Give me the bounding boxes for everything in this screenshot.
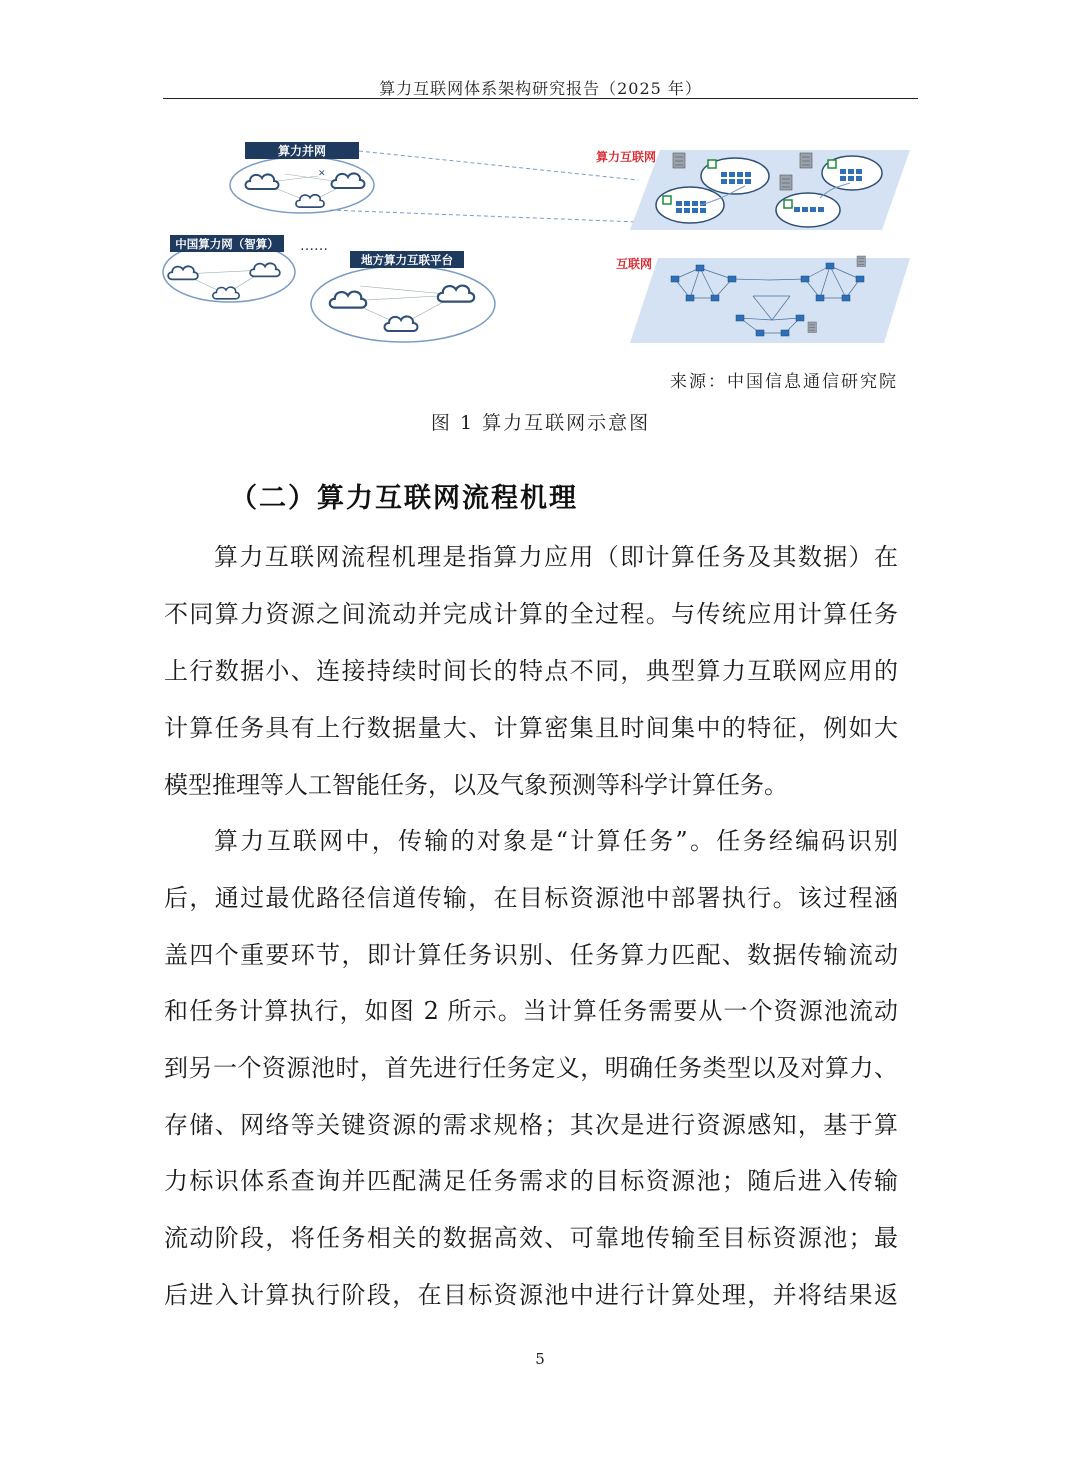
bingwang-cluster bbox=[230, 142, 374, 213]
router-icon bbox=[826, 263, 834, 269]
paragraph-line: 算力互联网流程机理是指算力应用（即计算任务及其数据）在 bbox=[214, 543, 898, 571]
figure-source: 来源：中国信息通信研究院 bbox=[670, 372, 898, 392]
router-icon bbox=[756, 330, 764, 336]
router-icon bbox=[711, 295, 719, 301]
dashed-connector bbox=[330, 210, 638, 222]
paragraph-line: 和任务计算执行，如图 2 所示。当计算任务需要从一个资源池流动 bbox=[164, 997, 898, 1025]
router-icon bbox=[696, 265, 704, 271]
server-icon bbox=[800, 153, 812, 168]
cloud-icon bbox=[296, 195, 324, 207]
difang-cluster bbox=[311, 251, 495, 342]
paragraph-line: 上行数据小、连接持续时间长的特点不同，典型算力互联网应用的 bbox=[164, 657, 898, 685]
cloud-icon bbox=[213, 287, 239, 299]
paragraph-line: 流动阶段，将任务相关的数据高效、可靠地传输至目标资源池；最 bbox=[164, 1224, 898, 1252]
router-icon bbox=[796, 315, 804, 321]
difang-label: 地方算力互联平台 bbox=[361, 253, 453, 267]
cloud-icon bbox=[438, 286, 474, 302]
paragraph-line: 力标识体系查询并匹配满足任务需求的目标资源池；随后进入传输 bbox=[164, 1167, 898, 1195]
cloud-icon bbox=[332, 173, 365, 188]
paragraph-line: 到另一个资源池时，首先进行任务定义，明确任务类型以及对算力、 bbox=[164, 1054, 898, 1082]
suanli-hulianwang-panel bbox=[596, 149, 910, 230]
router-icon bbox=[856, 276, 864, 282]
router-icon bbox=[801, 276, 809, 282]
hulianwang-panel bbox=[616, 256, 910, 343]
cloud-icon bbox=[330, 292, 366, 308]
paragraph-line: 模型推理等人工智能任务，以及气象预测等科学计算任务。 bbox=[164, 771, 788, 799]
paragraph-line: 算力互联网中，传输的对象是“计算任务”。任务经编码识别 bbox=[214, 827, 898, 855]
router-icon bbox=[736, 315, 744, 321]
paragraph-line: 盖四个重要环节，即计算任务识别、任务算力匹配、数据传输流动 bbox=[164, 941, 898, 969]
paragraph-line: 后，通过最优路径信道传输，在目标资源池中部署执行。该过程涵 bbox=[164, 884, 898, 912]
cloud-icon bbox=[168, 266, 198, 279]
cloud-icon bbox=[246, 174, 279, 189]
figure-computing-internet bbox=[160, 138, 920, 350]
paragraph-line: 计算任务具有上行数据量大、计算密集且时间集中的特征，例如大 bbox=[164, 714, 898, 742]
running-header: 算力互联网体系架构研究报告（2025 年） bbox=[379, 79, 702, 98]
server-icon bbox=[857, 256, 865, 267]
router-icon bbox=[686, 295, 694, 301]
cloud-icon bbox=[385, 316, 418, 331]
router-icon bbox=[728, 276, 736, 282]
router-icon bbox=[671, 276, 679, 282]
router-icon bbox=[781, 330, 789, 336]
zhongguo-cluster bbox=[163, 235, 295, 302]
cloud-icon bbox=[250, 263, 280, 276]
server-icon bbox=[780, 175, 792, 190]
suanli-hulianwang-label: 算力互联网 bbox=[596, 150, 657, 164]
section-heading: （二）算力互联网流程机理 bbox=[230, 483, 578, 514]
router-icon bbox=[842, 295, 850, 301]
paragraph-line: 不同算力资源之间流动并完成计算的全过程。与传统应用计算任务 bbox=[164, 600, 898, 628]
server-icon bbox=[673, 153, 685, 168]
ellipsis-dots: …… bbox=[300, 238, 328, 254]
server-icon bbox=[808, 322, 816, 333]
bingwang-label: 算力并网 bbox=[277, 144, 327, 158]
paragraph-line: 后进入计算执行阶段，在目标资源池中进行计算处理，并将结果返 bbox=[164, 1281, 898, 1309]
svg-text:✕: ✕ bbox=[318, 169, 326, 179]
paragraph-line: 存储、网络等关键资源的需求规格；其次是进行资源感知，基于算 bbox=[164, 1111, 898, 1139]
zhongguo-label: 中国算力网（智算） bbox=[175, 237, 279, 251]
router-icon bbox=[816, 295, 824, 301]
hulianwang-label: 互联网 bbox=[616, 257, 653, 271]
figure-caption: 图 1 算力互联网示意图 bbox=[430, 412, 651, 434]
page-number: 5 bbox=[535, 1350, 545, 1368]
header-rule bbox=[163, 98, 918, 99]
